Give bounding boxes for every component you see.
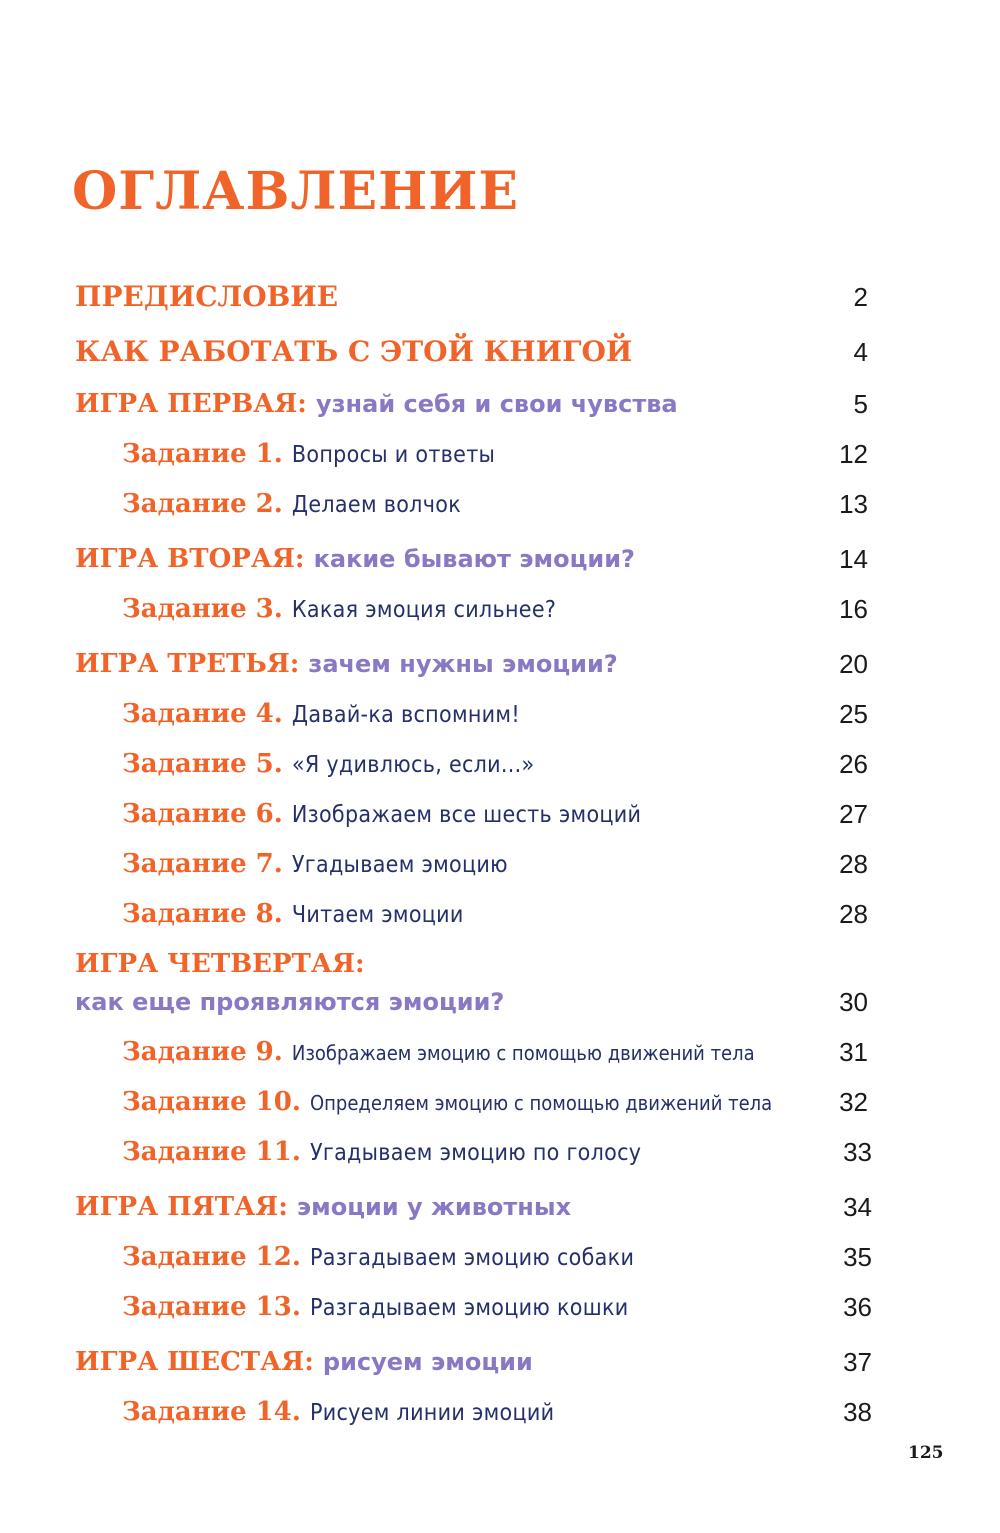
toc-page-number: 20 xyxy=(839,649,868,679)
toc-entry xyxy=(0,330,1000,376)
toc-entry-text xyxy=(122,1390,554,1435)
task-number: Задание 9. xyxy=(122,1037,283,1067)
toc-entry xyxy=(0,382,1000,428)
task-title: Изображаем все шесть эмоций xyxy=(291,802,642,828)
toc-page-number: 34 xyxy=(843,1192,872,1222)
toc-entry xyxy=(0,1030,1000,1076)
toc-page-number: 2 xyxy=(853,282,868,312)
game-subtitle: какие бывают эмоции? xyxy=(313,545,635,573)
toc-page-number: 32 xyxy=(839,1087,868,1117)
toc-entry-text xyxy=(122,742,535,787)
task-title: Делаем волчок xyxy=(291,492,461,518)
toc-entry xyxy=(0,537,1000,583)
toc-entry xyxy=(0,1080,1000,1126)
toc-page-number: 13 xyxy=(839,489,868,519)
section-heading: ПРЕДИСЛОВИЕ xyxy=(75,280,339,313)
toc-page-number: 27 xyxy=(839,799,868,829)
task-number: Задание 14. xyxy=(122,1397,301,1427)
game-subtitle: эмоции у животных xyxy=(296,1193,572,1221)
toc-page-number: 28 xyxy=(839,849,868,879)
toc-entry-text xyxy=(122,587,556,632)
toc-page-number: 36 xyxy=(843,1292,872,1322)
toc-entry xyxy=(0,1285,1000,1331)
toc-entry xyxy=(0,692,1000,738)
toc-entry-text xyxy=(122,432,495,477)
toc-entry xyxy=(0,275,1000,321)
section-heading: ИГРА ЧЕТВЕРТАЯ: xyxy=(75,949,365,979)
toc-entry-text xyxy=(122,1030,755,1075)
toc-entry-text xyxy=(75,275,338,319)
section-heading: КАК РАБОТАТЬ С ЭТОЙ КНИГОЙ xyxy=(75,335,633,368)
task-title: Рисуем линии эмоций xyxy=(309,1400,555,1426)
toc-entry-text xyxy=(122,892,464,937)
toc-page-number: 5 xyxy=(853,389,868,419)
section-heading: ИГРА ТРЕТЬЯ: xyxy=(75,649,300,679)
toc-entry xyxy=(0,842,1000,888)
game-subtitle: как еще проявляются эмоции? xyxy=(75,988,505,1016)
task-title: Разгадываем эмоцию собаки xyxy=(309,1245,635,1271)
task-number: Задание 5. xyxy=(122,749,283,779)
game-subtitle: рисуем эмоции xyxy=(322,1348,533,1376)
toc-page-number: 35 xyxy=(843,1242,872,1272)
toc-entry xyxy=(0,742,1000,788)
toc-entry xyxy=(0,642,1000,688)
toc-page-number: 38 xyxy=(843,1397,872,1427)
toc-page-number: 30 xyxy=(839,987,868,1017)
task-number: Задание 4. xyxy=(122,699,283,729)
task-title: Читаем эмоции xyxy=(291,902,464,928)
section-heading: ИГРА ПЕРВАЯ: xyxy=(75,389,307,419)
task-title: Угадываем эмоцию xyxy=(291,852,508,878)
toc-page-number: 14 xyxy=(839,544,868,574)
toc-entry xyxy=(0,792,1000,838)
task-title: Давай-ка вспомним! xyxy=(291,702,520,728)
task-number: Задание 10. xyxy=(122,1087,301,1117)
page-title: ОГЛАВЛЕНИЕ xyxy=(72,161,519,222)
toc-entry-text xyxy=(122,1130,641,1175)
toc-entry-text xyxy=(122,842,508,887)
toc-entry-text xyxy=(75,1340,533,1384)
toc-entry-text xyxy=(75,330,632,374)
toc-page-number: 12 xyxy=(839,439,868,469)
toc-entry xyxy=(0,1390,1000,1436)
toc-entry xyxy=(0,1130,1000,1176)
section-heading: ИГРА ВТОРАЯ: xyxy=(75,544,305,574)
task-number: Задание 11. xyxy=(122,1137,301,1167)
page-number: 125 xyxy=(908,1443,944,1463)
toc-entry xyxy=(0,1340,1000,1386)
game-subtitle: зачем нужны эмоции? xyxy=(308,650,618,678)
game-subtitle: узнай себя и свои чувства xyxy=(315,390,678,418)
task-title: Вопросы и ответы xyxy=(291,442,496,468)
toc-page-number: 28 xyxy=(839,899,868,929)
toc-entry xyxy=(0,482,1000,528)
toc-entry xyxy=(0,587,1000,633)
task-title: Определяем эмоцию с помощью движений тела xyxy=(309,1091,773,1115)
toc-entry xyxy=(0,1185,1000,1231)
toc-entry-text xyxy=(122,482,461,527)
toc-entry-text xyxy=(122,792,641,837)
toc-page-number: 37 xyxy=(843,1347,872,1377)
toc-page-number: 31 xyxy=(839,1037,868,1067)
toc-entry-text xyxy=(122,1080,772,1125)
section-heading: ИГРА ШЕСТАЯ: xyxy=(75,1347,314,1377)
task-title: Угадываем эмоцию по голосу xyxy=(309,1140,642,1166)
toc-entry-text xyxy=(75,382,678,426)
toc-entry-text xyxy=(75,642,618,686)
task-title: «Я удивлюсь, если...» xyxy=(291,752,535,778)
toc-page-number: 26 xyxy=(839,749,868,779)
task-title: Изображаем эмоцию с помощью движений тела xyxy=(291,1041,755,1065)
task-number: Задание 2. xyxy=(122,489,283,519)
toc-entry-text xyxy=(122,1235,634,1280)
toc-entry-text xyxy=(75,1185,571,1229)
task-number: Задание 3. xyxy=(122,594,283,624)
toc-page-number: 4 xyxy=(853,337,868,367)
task-number: Задание 8. xyxy=(122,899,283,929)
task-number: Задание 12. xyxy=(122,1242,301,1272)
task-title: Какая эмоция сильнее? xyxy=(291,597,557,623)
toc-page-number: 33 xyxy=(843,1137,872,1167)
task-number: Задание 6. xyxy=(122,799,283,829)
toc-page-number: 16 xyxy=(839,594,868,624)
toc-entry xyxy=(0,1235,1000,1281)
toc-entry xyxy=(0,432,1000,478)
task-number: Задание 13. xyxy=(122,1292,301,1322)
toc-entry-text xyxy=(122,692,520,737)
section-heading: ИГРА ПЯТАЯ: xyxy=(75,1192,288,1222)
toc-entry-text xyxy=(122,1285,629,1330)
toc-entry xyxy=(0,892,1000,938)
toc-entry-text xyxy=(75,980,504,1024)
task-title: Разгадываем эмоцию кошки xyxy=(309,1295,629,1321)
task-number: Задание 1. xyxy=(122,439,283,469)
task-number: Задание 7. xyxy=(122,849,283,879)
toc-entry xyxy=(0,980,1000,1026)
toc-entry-text xyxy=(75,537,635,581)
toc-page-number: 25 xyxy=(839,699,868,729)
